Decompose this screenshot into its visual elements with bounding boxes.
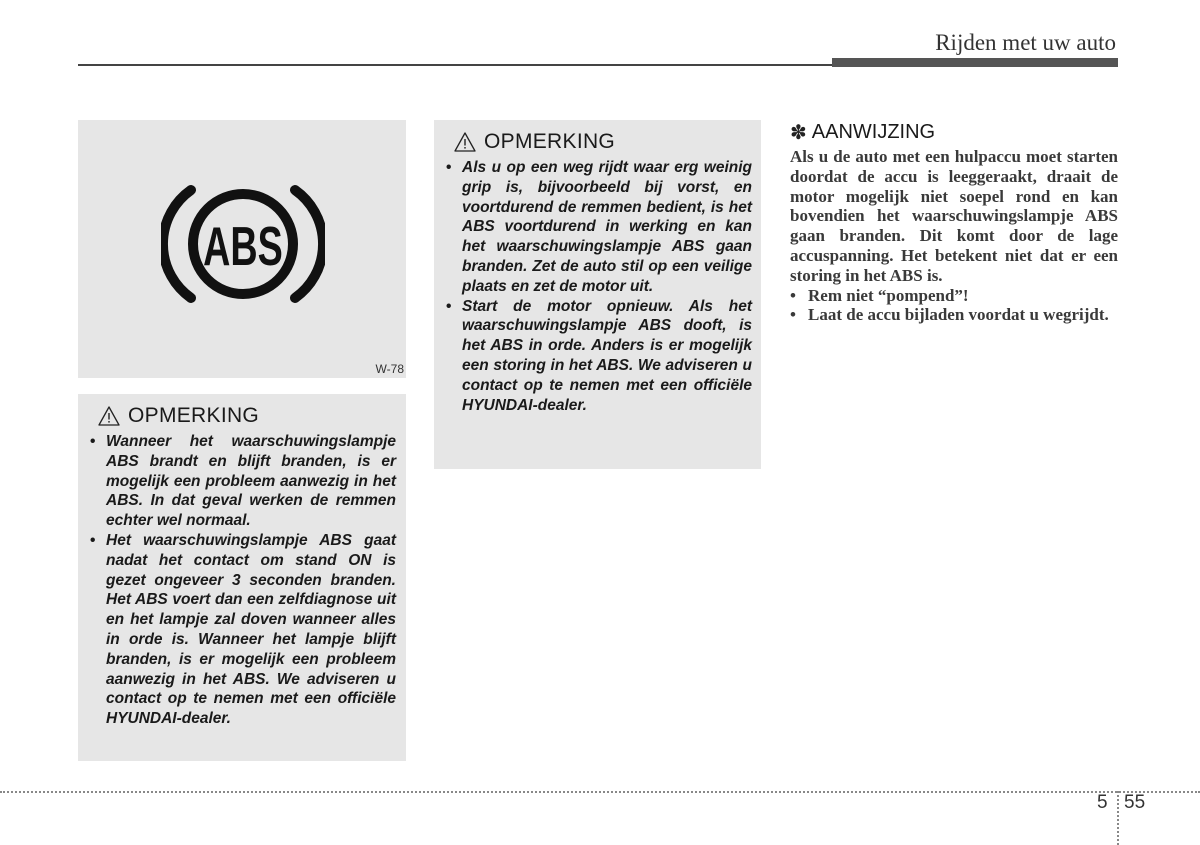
note-header	[454, 130, 752, 154]
note-list	[88, 432, 396, 729]
note-title: OPMERKING	[484, 130, 616, 153]
tip-paragraph: Als u de auto met een hulpaccu moet starten doordat de accu is leeggeraakt, draait de motor mogelijk niet soepel rond en kan bovendien het waarschuwingslampje ABS gaan branden. Dit komt door de lage accuspanning. Het betekent niet dat er een storing in het ABS is.	[790, 147, 1118, 285]
footer-dotted-rule	[0, 791, 1200, 793]
page-header-title: Rijden met uw auto	[935, 30, 1116, 55]
figure-code: W-78	[375, 362, 404, 376]
tip-section	[790, 120, 1118, 325]
list-item: • Het waarschuwingslampje ABS gaat nadat het contact om stand ON is gezet ongeveer 3 seconden branden. Het ABS voert dan een zelfdiagnose uit en het lampje zal doven wanneer alles in orde is. Wanneer het lampje blijft branden, is er mogelijk een probleem aanwezig in het ABS. We adviseren u contact op te nemen met een officiële HYUNDAI-dealer.	[88, 531, 396, 729]
list-item: • Rem niet “pompend”!	[790, 286, 1118, 306]
chapter-number: 5	[1097, 792, 1108, 813]
warning-triangle-icon	[454, 132, 476, 152]
tip-header	[790, 120, 1118, 145]
list-item: • Wanneer het waarschuwingslampje ABS brandt en blijft branden, is er mogelijk een probleem aanwezig in het ABS. In dat geval werken de remmen echter wel normaal.	[88, 432, 396, 531]
tip-title: AANWIJZING	[811, 121, 936, 143]
asterisk-icon: ✽	[790, 122, 807, 144]
list-item: • Laat de accu bijladen voordat u wegrijdt.	[790, 305, 1118, 325]
tip-list	[790, 286, 1118, 326]
footer-dotted-divider	[1117, 791, 1119, 845]
list-item: • Start de motor opnieuw. Als het waarschuwingslampje ABS dooft, is het ABS in orde. Anders is er mogelijk een storing in het ABS. We adviseren u contact op te nemen met een officiële HYUNDAI-dealer.	[444, 297, 752, 416]
abs-warning-lamp-icon	[161, 184, 325, 304]
note-box-abs-lamp	[78, 394, 406, 761]
note-header	[98, 404, 396, 428]
abs-lamp-label: ABS	[203, 216, 283, 277]
note-title: OPMERKING	[128, 404, 260, 427]
abs-figure	[78, 120, 406, 378]
note-list	[444, 158, 752, 415]
header-accent-bar	[832, 58, 1118, 67]
page-number: 55	[1124, 792, 1146, 813]
warning-triangle-icon	[98, 406, 120, 426]
note-box-low-grip	[434, 120, 761, 469]
list-item: • Als u op een weg rijdt waar erg weinig grip is, bijvoorbeeld bij vorst, en voortdurend de remmen bedient, is het ABS voortdurend in werking en kan het waarschuwingslampje ABS gaan branden. Zet de auto stil op een veilige plaats en zet de motor uit.	[444, 158, 752, 297]
